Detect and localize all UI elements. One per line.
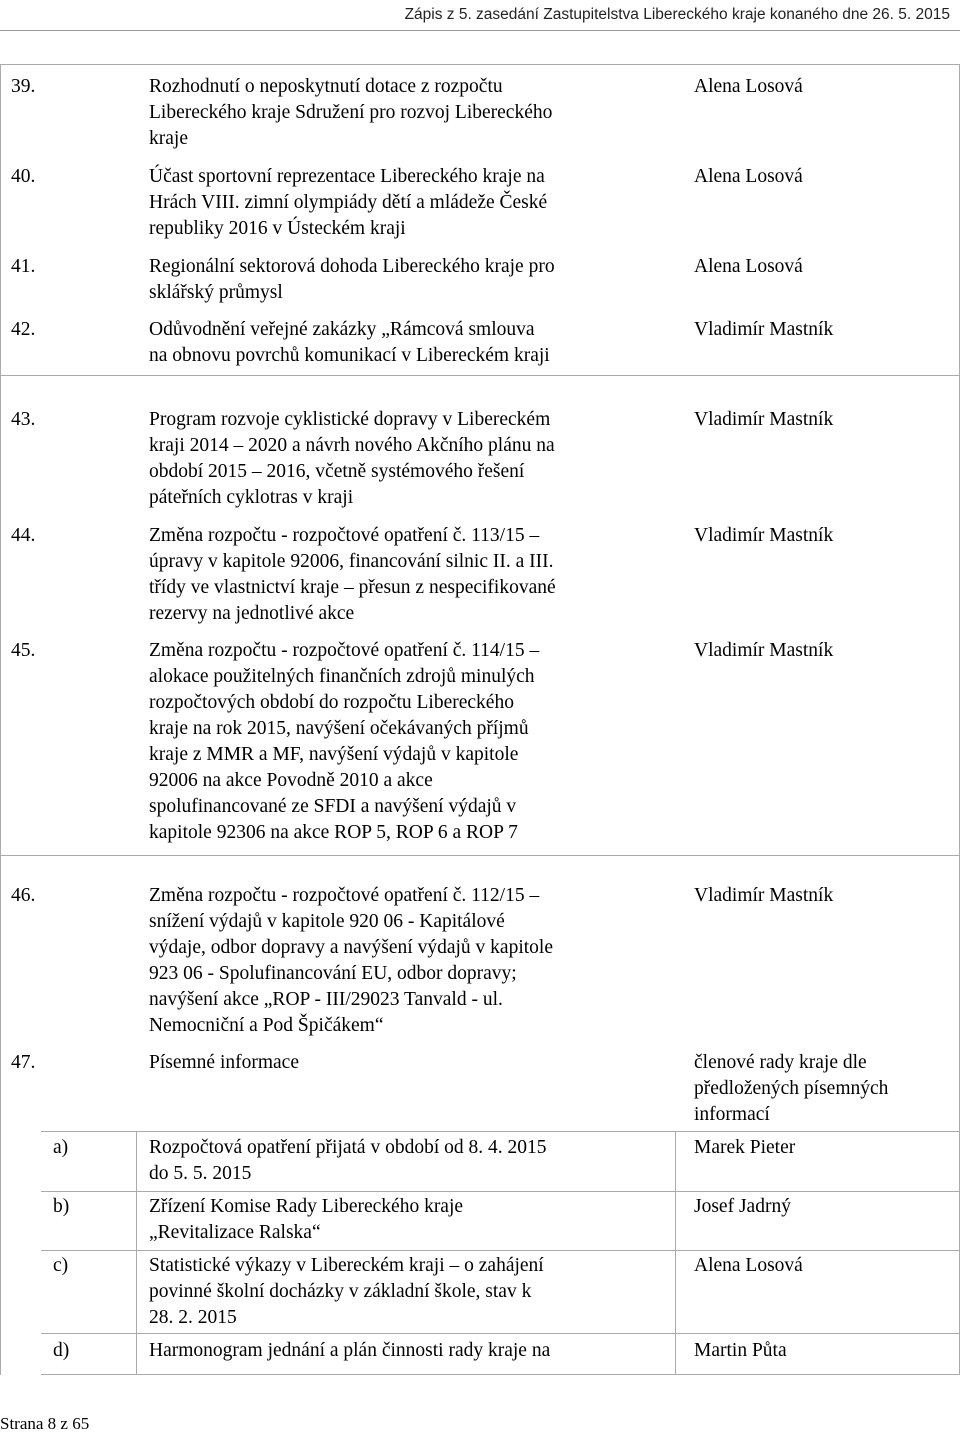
subitem-responsible: Martin Půta [694, 1340, 787, 1361]
item-title: Změna rozpočtu - rozpočtové opatření č. 114/15 – alokace použitelných finančních zdrojů minulých rozpočtových období do rozpočtu Libereckého kraje na rok 2015, navýšení očekávaných příjmů kraje z MMR a MF, navýšení výdajů v kapitole 92006 na akce Povodně 2010 a akce spolufinancované ze SFDI a navýšení výdajů v kapitole 92306 na akce ROP 5, ROP 6 a ROP 7 [149, 640, 540, 843]
row-separator [41, 1131, 959, 1132]
subitem-responsible: Alena Losová [694, 1255, 803, 1276]
subitem-letter: c) [53, 1255, 69, 1276]
item-number: 39. [11, 76, 36, 97]
item-title: Regionální sektorová dohoda Libereckého kraje pro sklářský průmysl [149, 256, 555, 303]
item-number: 47. [11, 1052, 36, 1073]
item-responsible: Vladimír Mastník [694, 409, 834, 430]
subitem-divider-left [136, 1131, 137, 1375]
row-separator [41, 1191, 959, 1192]
item-title: Účast sportovní reprezentace Libereckého kraje na Hrách VIII. zimní olympiády dětí a mládeže České republiky 2016 v Ústeckém kraji [149, 166, 548, 239]
subitem-letter: a) [53, 1137, 69, 1158]
item-title: Program rozvoje cyklistické dopravy v Libereckém kraji 2014 – 2020 a návrh nového Akčního plánu na období 2015 – 2016, včetně systémového řešení páteřních cyklotras v kraji [149, 409, 555, 508]
agenda-table [0, 64, 960, 1375]
item-responsible: Alena Losová [694, 76, 803, 97]
item-responsible: Vladimír Mastník [694, 640, 834, 661]
page-header [0, 0, 960, 42]
item-responsible: členové rady kraje dle předložených písemných informací [694, 1052, 889, 1125]
row-separator [41, 1250, 959, 1251]
row-separator [41, 1374, 959, 1375]
page-number: Strana 8 z 65 [0, 1414, 90, 1433]
item-responsible: Vladimír Mastník [694, 525, 834, 546]
row-separator [1, 855, 959, 856]
subitem-letter: b) [53, 1196, 70, 1217]
item-title: Změna rozpočtu - rozpočtové opatření č. 112/15 – snížení výdajů v kapitole 920 06 - Kapitálové výdaje, odbor dopravy a navýšení výdajů v kapitole 923 06 - Spolufinancování EU, odbor dopravy; navýšení akce „ROP - III/29023 Tanvald - ul. Nemocniční a Pod Špičákem“ [149, 885, 553, 1036]
subitem-title: Zřízení Komise Rady Libereckého kraje „Revitalizace Ralska“ [149, 1196, 464, 1243]
item-number: 46. [11, 885, 36, 906]
item-title: Rozhodnutí o neposkytnutí dotace z rozpočtu Libereckého kraje Sdružení pro rozvoj Libereckého kraje [149, 76, 553, 149]
item-responsible: Alena Losová [694, 166, 803, 187]
item-responsible: Vladimír Mastník [694, 885, 834, 906]
item-title: Písemné informace [149, 1052, 299, 1073]
item-number: 45. [11, 640, 36, 661]
row-separator [41, 1333, 959, 1334]
item-title: Odůvodnění veřejné zakázky „Rámcová smlouva na obnovu povrchů komunikací v Libereckém kraji [149, 319, 550, 366]
subitem-responsible: Josef Jadrný [694, 1196, 791, 1217]
item-number: 44. [11, 525, 36, 546]
document-title: Zápis z 5. zasedání Zastupitelstva Libereckého kraje konaného dne 26. 5. 2015 [404, 6, 950, 23]
item-title: Změna rozpočtu - rozpočtové opatření č. 113/15 – úpravy v kapitole 92006, financování silnic II. a III. třídy ve vlastnictví kraje – přesun z nespecifikované rezervy na jednotlivé akce [149, 525, 556, 624]
subitem-title: Rozpočtová opatření přijatá v období od 8. 4. 2015 do 5. 5. 2015 [149, 1137, 547, 1184]
header-rule [0, 30, 960, 31]
subitem-divider-right [675, 1131, 676, 1375]
item-number: 41. [11, 256, 36, 277]
item-number: 43. [11, 409, 36, 430]
item-number: 40. [11, 166, 36, 187]
item-responsible: Vladimír Mastník [694, 319, 834, 340]
subitem-title: Harmonogram jednání a plán činnosti rady kraje na [149, 1340, 551, 1361]
subitem-responsible: Marek Pieter [694, 1137, 796, 1158]
item-responsible: Alena Losová [694, 256, 803, 277]
item-number: 42. [11, 319, 36, 340]
subitem-letter: d) [53, 1340, 70, 1361]
subitem-title: Statistické výkazy v Libereckém kraji – o zahájení povinné školní docházky v základní škole, stav k 28. 2. 2015 [149, 1255, 544, 1328]
row-separator [1, 375, 959, 376]
